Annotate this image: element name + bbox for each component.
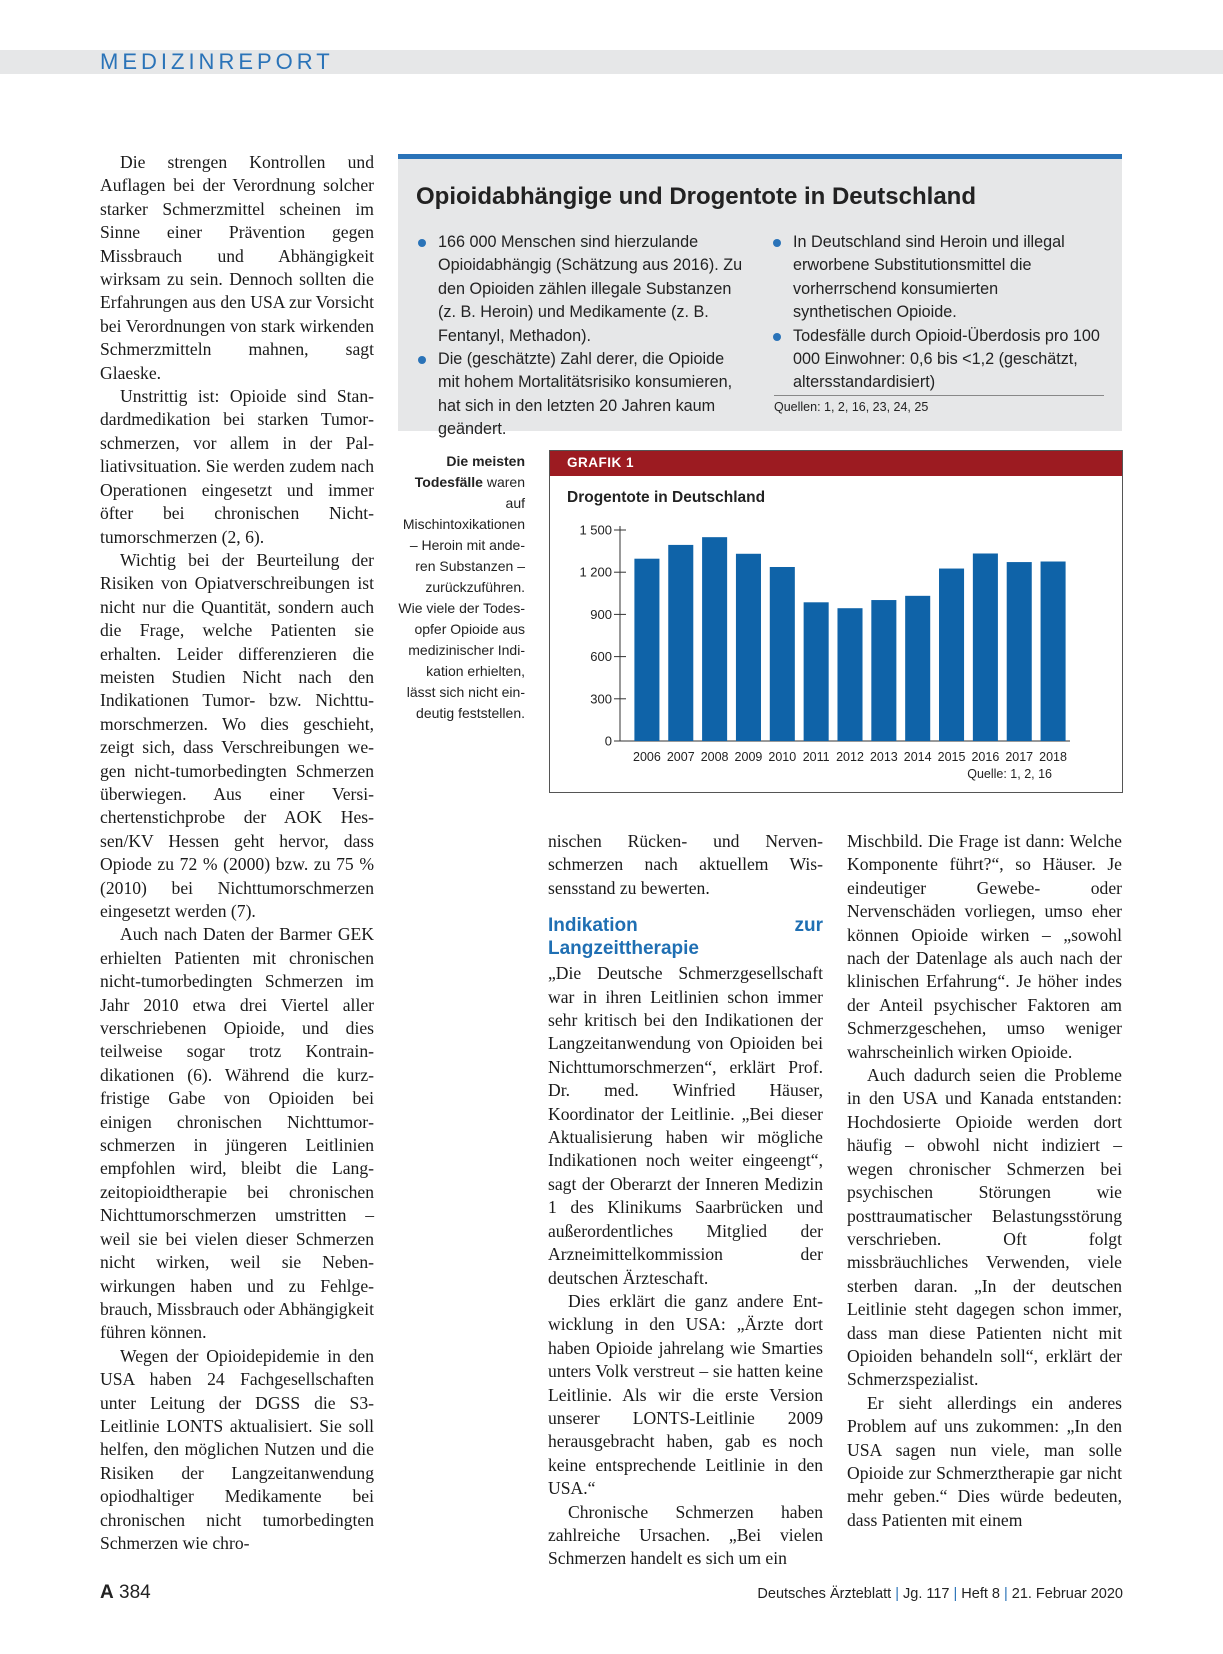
paragraph: nischen Rücken- und Nervenschmerzen nach aktuellem Wissensstand zu bewerten. bbox=[548, 831, 823, 898]
paragraph: Chronische Schmerzen haben zahlreiche Ursachen. „Bei vielen Schmerzen handelt es sich um ein bbox=[548, 1501, 823, 1569]
y-tick-label: 900 bbox=[590, 606, 612, 622]
journal-issue: Heft 8 bbox=[961, 1586, 1000, 1602]
chart-sidenote bbox=[398, 451, 525, 724]
journal-footer: Deutsches Ärzteblatt | Jg. 117 | Heft 8 | 21. Februar 2020 bbox=[757, 1586, 1123, 1602]
info-list-item bbox=[771, 231, 1101, 325]
bullet-icon bbox=[418, 239, 426, 247]
paragraph: Er sieht allerdings ein anderes Problem auf uns zukommen: „In den USA sagen nun viele, man solle Opioide zur Schmerztherapie gar nicht mehr geben.“ Dies würde bedeuten, dass Patienten mit einem bbox=[847, 1392, 1122, 1530]
article-column-right bbox=[847, 830, 1122, 1532]
bar bbox=[837, 608, 862, 741]
bar bbox=[668, 545, 693, 741]
bar bbox=[770, 567, 795, 741]
page-number bbox=[100, 1582, 151, 1604]
x-tick-label: 2018 bbox=[1039, 750, 1067, 764]
bullet-icon bbox=[418, 356, 426, 364]
journal-date: 21. Februar 2020 bbox=[1011, 1586, 1123, 1602]
bar bbox=[939, 569, 964, 741]
bar bbox=[1041, 562, 1066, 741]
x-tick-label: 2014 bbox=[903, 750, 932, 764]
x-tick-label: 2008 bbox=[700, 750, 729, 764]
info-list-item bbox=[416, 348, 746, 442]
paragraph: Auch nach Daten der Barmer GEK erhielten Patienten mit chronischen nicht-tumorbedingten Schmerzen im Jahr 2010 etwa drei Viertel aller verschriebenen Opioide, und dies teilweise sogar trotz Kontraindikationen (6). Während die kurzfristige Gabe von Opioiden bei einigen chronischen Nichttumorschmerzen in jüngeren Leitlinien empfohlen wird, bleibt die Langzeitopioidtherapie bei chronischen Nichttumorschmerzen umstritten – weil sie bei vielen dieser Schmerzen nicht wirken, weil sie Nebenwirkungen haben und zu Fehlgebrauch, Missbrauch oder Abhängigkeit führen können. bbox=[100, 924, 374, 1343]
bullet-icon bbox=[773, 239, 781, 247]
bar bbox=[702, 537, 727, 741]
x-tick-label: 2007 bbox=[666, 750, 695, 764]
paragraph: Wegen der Opioidepidemie in den USA haben 24 Fachgesellschaften unter Leitung der DGSS die S3-Leitlinie LONTS aktualisiert. Sie soll helfen, den möglichen Nutzen und die Risiken der Langzeitanwendung opiodhaltiger Medikamente bei chronischen nicht tumorbedingten Schmerzen wie chro- bbox=[100, 1345, 374, 1553]
x-tick-label: 2013 bbox=[869, 750, 898, 764]
page-number-value: 384 bbox=[119, 1582, 151, 1603]
sidenote-text: waren auf Mischintoxikationen – Heroin mit anderen Substanzen – zurückzuführen. Wie viele der Todesopfer Opioide aus medizinischer Indikation erhielten, lässt sich nicht eindeutig feststellen. bbox=[398, 474, 525, 721]
paragraph: „Die Deutsche Schmerzgesellschaft war in ihren Leitlinien schon immer sehr kritisch bei den Indikationen der Langzeitanwendung von Opioiden bei Nichttumorschmerzen“, erklärt Prof. Dr. med. Winfried Häuser, Koordinator der Leitlinie. „Bei dieser Aktualisierung haben wir mögliche Indikationen noch weiter eingeengt“, sagt der Oberarzt der Inneren Medizin 1 des Klinikums Saarbrücken und außerordentliches Mitglied der Arzneimittelkommission der deutschen Ärzteschaft. bbox=[548, 963, 823, 1288]
paragraph: Mischbild. Die Frage ist dann: Welche Komponente führt?“, so Häuser. Je eindeutiger Gewebe- oder Nervenschäden vorliegen, umso eher können Opioide wirken – „sowohl nach der Datenlage als auch nach der klinischen Erfahrung“. Je höher indes der Anteil psychischer Faktoren am Schmerzgeschehen, umso weniger wahrscheinlich wirken Opioide. bbox=[847, 831, 1122, 1062]
chart-source: Quelle: 1, 2, 16 bbox=[967, 767, 1052, 781]
bar bbox=[634, 559, 659, 741]
article-column-left bbox=[100, 151, 374, 1555]
section-title: MEDIZINREPORT bbox=[100, 49, 334, 74]
x-tick-label: 2017 bbox=[1005, 750, 1034, 764]
sidenote-lead: Die meisten Todesfälle bbox=[414, 453, 525, 490]
y-tick-label: 0 bbox=[604, 733, 612, 749]
info-list-item bbox=[771, 325, 1101, 395]
bar bbox=[973, 553, 998, 741]
info-item-text: Todesfälle durch Opioid-Überdosis pro 100 000 Einwohner: 0,6 bis <1,2 (geschätzt, altersstandardisiert) bbox=[793, 326, 1100, 392]
bar bbox=[1007, 562, 1032, 741]
bar bbox=[736, 554, 761, 741]
y-tick-label: 1 200 bbox=[579, 564, 612, 580]
y-tick-label: 600 bbox=[590, 649, 612, 665]
info-item-text: Die (geschätzte) Zahl derer, die Opioide mit hohem Mortalitätsrisiko konsumieren, hat sich in den letzten 20 Jahren kaum geändert. bbox=[438, 350, 733, 439]
chart-title: Drogentote in Deutschland bbox=[567, 489, 766, 506]
x-tick-label: 2011 bbox=[802, 750, 830, 764]
info-item-text: 166 000 Menschen sind hierzulande Opioidabhängig (Schätzung aus 2016). Zu den Opioiden zählen illegale Substanzen (z. B. Heroin) und Medikamente (z. B. Fentanyl, Methadon). bbox=[438, 233, 743, 345]
info-box bbox=[398, 154, 1122, 439]
bullet-icon bbox=[773, 333, 781, 341]
x-tick-label: 2012 bbox=[836, 750, 864, 764]
journal-name: Deutsches Ärzteblatt bbox=[757, 1586, 892, 1602]
page-prefix: A bbox=[100, 1582, 114, 1603]
y-tick-label: 1 500 bbox=[579, 522, 612, 538]
x-tick-label: 2016 bbox=[971, 750, 1000, 764]
paragraph: Die strengen Kontrollen und Auflagen bei der Verordnung solcher starker Schmerzmittel scheinen im Sinne einer Prävention gegen Missbrauch und Abhängigkeit wirksam zu sein. Dennoch sollten die Erfahrungen aus den USA zur Vorsicht bei Verordnungen von stark wirkenden Schmerzmitteln mahnen, sagt Glaeske. bbox=[100, 152, 374, 383]
info-box-title: Opioidabhängige und Drogentote in Deutschland bbox=[416, 183, 976, 210]
info-item-text: In Deutschland sind Heroin und illegal erworbene Substitutionsmittel die vorherrschend konsumierten synthetischen Opioide. bbox=[793, 233, 1065, 322]
article-column-middle bbox=[548, 830, 823, 1571]
bar bbox=[871, 600, 896, 741]
x-tick-label: 2010 bbox=[768, 750, 797, 764]
bar-chart bbox=[550, 451, 1122, 792]
bar bbox=[905, 596, 930, 741]
subheading: Indikation zur Langzeittherapie bbox=[548, 915, 823, 960]
paragraph: Wichtig bei der Beurteilung der Risiken von Opiatverschreibungen ist nicht nur die Quantität, sondern auch die Frage, welche Patienten sie erhalten. Leider differenzieren die meisten Studien Nicht nach den Indikationen Tumor- bzw. Nichttumorschmerzen. Wo dies geschieht, zeigt sich, dass Verschreibungen wegen nicht-tumorbedingten Schmerzen überwiegen. Aus einer Versichertenstichprobe der AOK Hessen/KV Hessen geht hervor, dass Opiode zu 72 % (2000) bzw. zu 75 % (2010) bei Nichttumorschmerzen eingesetzt werden (7). bbox=[100, 549, 374, 921]
journal-volume: Jg. 117 bbox=[903, 1586, 950, 1602]
x-tick-label: 2015 bbox=[937, 750, 966, 764]
paragraph: Unstrittig ist: Opioide sind Standardmedikation bei starken Tumorschmerzen, vor allem in der Palliativsituation. Sie werden zudem nach Operationen eingesetzt und immer öfter bei chronischen Nichttumorschmerzen (2, 6). bbox=[100, 386, 374, 547]
info-list-right bbox=[771, 231, 1101, 395]
chart-tag: GRAFIK 1 bbox=[567, 455, 635, 470]
info-list-item bbox=[416, 231, 746, 348]
info-sources: Quellen: 1, 2, 16, 23, 24, 25 bbox=[774, 400, 929, 414]
info-list-left bbox=[416, 231, 746, 442]
x-tick-label: 2009 bbox=[734, 750, 763, 764]
bar bbox=[804, 602, 829, 741]
chart-figure bbox=[549, 450, 1123, 793]
paragraph: Auch dadurch seien die Probleme in den USA und Kanada entstanden: Hochdosierte Opioide werden dort häufig – obwohl nicht indiziert – wegen chronischer Schmerzen bei psychischen Störungen wie posttraumatischer Belastungsstörung verschrieben. Oft folgt missbräuchliches Verwenden, viele sterben daran. „In der deutschen Leitlinie steht dagegen schon immer, dass man diese Patienten nicht mit Opioiden behandeln soll“, erklärt der Schmerzspezialist. bbox=[847, 1065, 1122, 1390]
paragraph: Dies erklärt die ganz andere Entwicklung in den USA: „Ärzte dort haben Opioide jahrelang wie Smarties unters Volk verstreut – sie hatten keine Leitlinie. Als wir die erste Version unserer LONTS-Leitlinie 2009 herausgebracht haben, gab es noch keine entsprechende Leitlinie in den USA.“ bbox=[548, 1290, 823, 1499]
info-divider bbox=[774, 395, 1104, 396]
y-tick-label: 300 bbox=[590, 691, 612, 707]
x-tick-label: 2006 bbox=[633, 750, 661, 764]
